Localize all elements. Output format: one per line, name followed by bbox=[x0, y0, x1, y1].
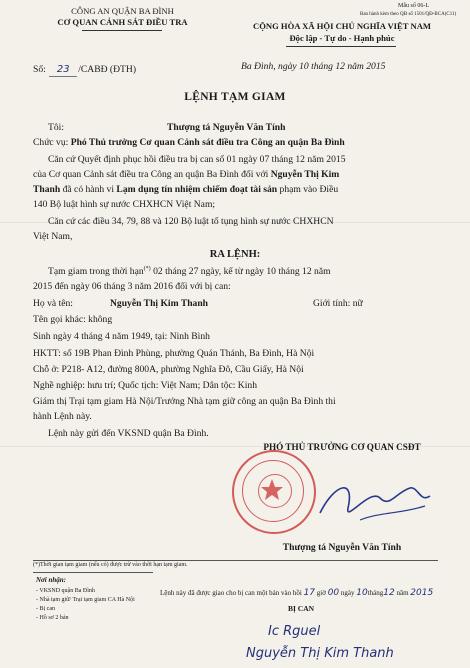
issuer-name: Thượng tá Nguyễn Văn Tính bbox=[167, 122, 286, 133]
suspect-name-inline: Thanh bbox=[33, 184, 61, 195]
delivery-month: 12 bbox=[383, 588, 395, 598]
agency-parent: CÔNG AN QUẬN BA ĐÌNH bbox=[71, 6, 174, 16]
para1-line4: 140 Bộ luật hình sự nước CHXHCN Việt Nam; bbox=[33, 199, 216, 210]
order-text: 02 tháng 27 ngày, kể từ ngày 10 tháng 12 năm bbox=[150, 266, 331, 278]
permanent-address: HKTT: số 19B Phan Đình Phùng, phường Quán Thánh, Ba Đình, Hà Nội bbox=[33, 348, 315, 359]
order-line2: 2015 đến ngày 06 tháng 3 năm 2016 đối với bị can: bbox=[33, 281, 231, 292]
warden-line1: Giám thị Trại tạm giam Hà Nội/Trưởng Nhà tạm giữ công an quận Ba Đình thi bbox=[33, 396, 336, 407]
republic-title: CỘNG HÒA XÃ HỘI CHỦ NGHĨA VIỆT NAM bbox=[252, 21, 432, 31]
order-line1 bbox=[48, 266, 331, 277]
recipient-item: - Hồ sơ 2 bản bbox=[36, 615, 69, 621]
number-blank-line bbox=[49, 76, 77, 77]
footnote-marker: (*) bbox=[143, 266, 151, 272]
full-name-value: Nguyễn Thị Kim Thanh bbox=[110, 298, 209, 309]
recipient-item: - VKSND quận Ba Đình bbox=[36, 588, 95, 594]
para1-line3 bbox=[33, 184, 338, 195]
order-text: Tạm giam trong thời hạn bbox=[48, 266, 144, 278]
para1-line1: Căn cứ Quyết định phục hồi điều tra bị can số 01 ngày 07 tháng 12 năm 2015 bbox=[48, 154, 346, 165]
position-label: Chức vụ: bbox=[33, 137, 69, 148]
delivery-line bbox=[160, 588, 433, 598]
recipient-item: - Bị can bbox=[36, 606, 55, 612]
signatory-title: PHÓ THỦ TRƯỞNG CƠ QUAN CSĐT bbox=[263, 442, 421, 452]
number-value: 23 bbox=[56, 64, 70, 75]
position-line bbox=[33, 137, 345, 148]
delivery-word: giờ bbox=[316, 589, 326, 597]
sent-to: Lệnh này gửi đến VKSND quận Ba Đình. bbox=[48, 428, 209, 439]
recipients-label: Nơi nhận: bbox=[36, 576, 67, 584]
recipient-item: - Nhà tạm giữ/ Trại tạm giam CA Hà Nội bbox=[36, 597, 135, 603]
offense-name: Lạm dụng tín nhiệm chiếm đoạt tài sản bbox=[116, 184, 278, 195]
para1-text: phạm vào Điều bbox=[277, 184, 339, 195]
footnote: (*)Thời gian tạm giam (nếu có) được trừ vào thời hạn tạm giam. bbox=[33, 562, 188, 568]
signatory-name: Thượng tá Nguyễn Văn Tính bbox=[282, 542, 402, 553]
para1-text: của Cơ quan Cảnh sát điều tra Công an quận Ba Đình đối với bbox=[33, 169, 271, 180]
birth-info: Sinh ngày 4 tháng 4 năm 1949, tại: Ninh Bình bbox=[33, 331, 210, 342]
footer-rule bbox=[33, 560, 438, 561]
number-suffix: /CABĐ (ĐTH) bbox=[78, 64, 137, 75]
place-date: Ba Đình, ngày 10 tháng 12 năm 2015 bbox=[241, 61, 386, 72]
para2-line2: Việt Nam, bbox=[33, 231, 73, 242]
gender: Giới tính: nữ bbox=[313, 298, 363, 309]
full-name-label: Họ và tên: bbox=[33, 298, 73, 309]
footnote-rule bbox=[33, 572, 153, 573]
warden-line2: hành Lệnh này. bbox=[33, 411, 92, 422]
suspect-sign-label: BỊ CAN bbox=[288, 604, 315, 613]
document-number bbox=[33, 64, 136, 75]
motto: Độc lập - Tự do - Hạnh phúc bbox=[289, 33, 395, 43]
document-title: LỆNH TẠM GIAM bbox=[184, 91, 286, 103]
para1-text: đã có hành vi bbox=[60, 184, 117, 195]
delivery-year: 2015 bbox=[410, 588, 434, 598]
delivery-word: ngày bbox=[340, 589, 355, 597]
suspect-name-inline: Nguyễn Thị Kim bbox=[270, 169, 340, 180]
motto-underline bbox=[286, 46, 396, 47]
delivery-hour: 17 bbox=[303, 588, 316, 598]
form-code: Mẫu số 06-L bbox=[398, 3, 429, 9]
delivery-day: 10 bbox=[356, 588, 368, 598]
delivery-word: tháng bbox=[367, 589, 384, 597]
form-reference: Ban hành kèm theo QĐ số 1501/QĐ-BCA(C11) bbox=[360, 12, 457, 17]
number-label: Số: bbox=[33, 64, 46, 75]
occupation-nationality: Nghề nghiệp: hưu trí; Quốc tịch: Việt Nam; Dân tộc: Kinh bbox=[33, 380, 257, 391]
order-heading: RA LỆNH: bbox=[209, 249, 261, 260]
delivery-word: năm bbox=[396, 589, 409, 597]
alias: Tên gọi khác: không bbox=[33, 314, 113, 325]
delivery-minute: 00 bbox=[327, 588, 340, 598]
signature-scribble bbox=[300, 468, 440, 538]
toi-label: Tôi: bbox=[48, 122, 64, 133]
current-residence: Chỗ ở: P218- A12, đường 800A, phường Nghĩa Đô, Cầu Giấy, Hà Nội bbox=[33, 364, 304, 375]
position-value: Phó Thủ trưởng Cơ quan Cảnh sát điều tra Công an quận Ba Đình bbox=[70, 137, 345, 148]
delivery-text: Lệnh này đã được giao cho bị can một bản vào hồi bbox=[160, 589, 302, 597]
para2-line1: Căn cứ các điều 34, 79, 88 và 120 Bộ luật tố tụng hình sự nước CHXHCN bbox=[48, 216, 334, 227]
suspect-signature: Ic Rguel bbox=[268, 624, 321, 639]
para1-line2 bbox=[33, 169, 339, 180]
suspect-handwritten-name: Nguyễn Thị Kim Thanh bbox=[246, 646, 394, 661]
agency-name: CƠ QUAN CẢNH SÁT ĐIỀU TRA bbox=[57, 17, 188, 27]
header-underline bbox=[82, 30, 162, 31]
